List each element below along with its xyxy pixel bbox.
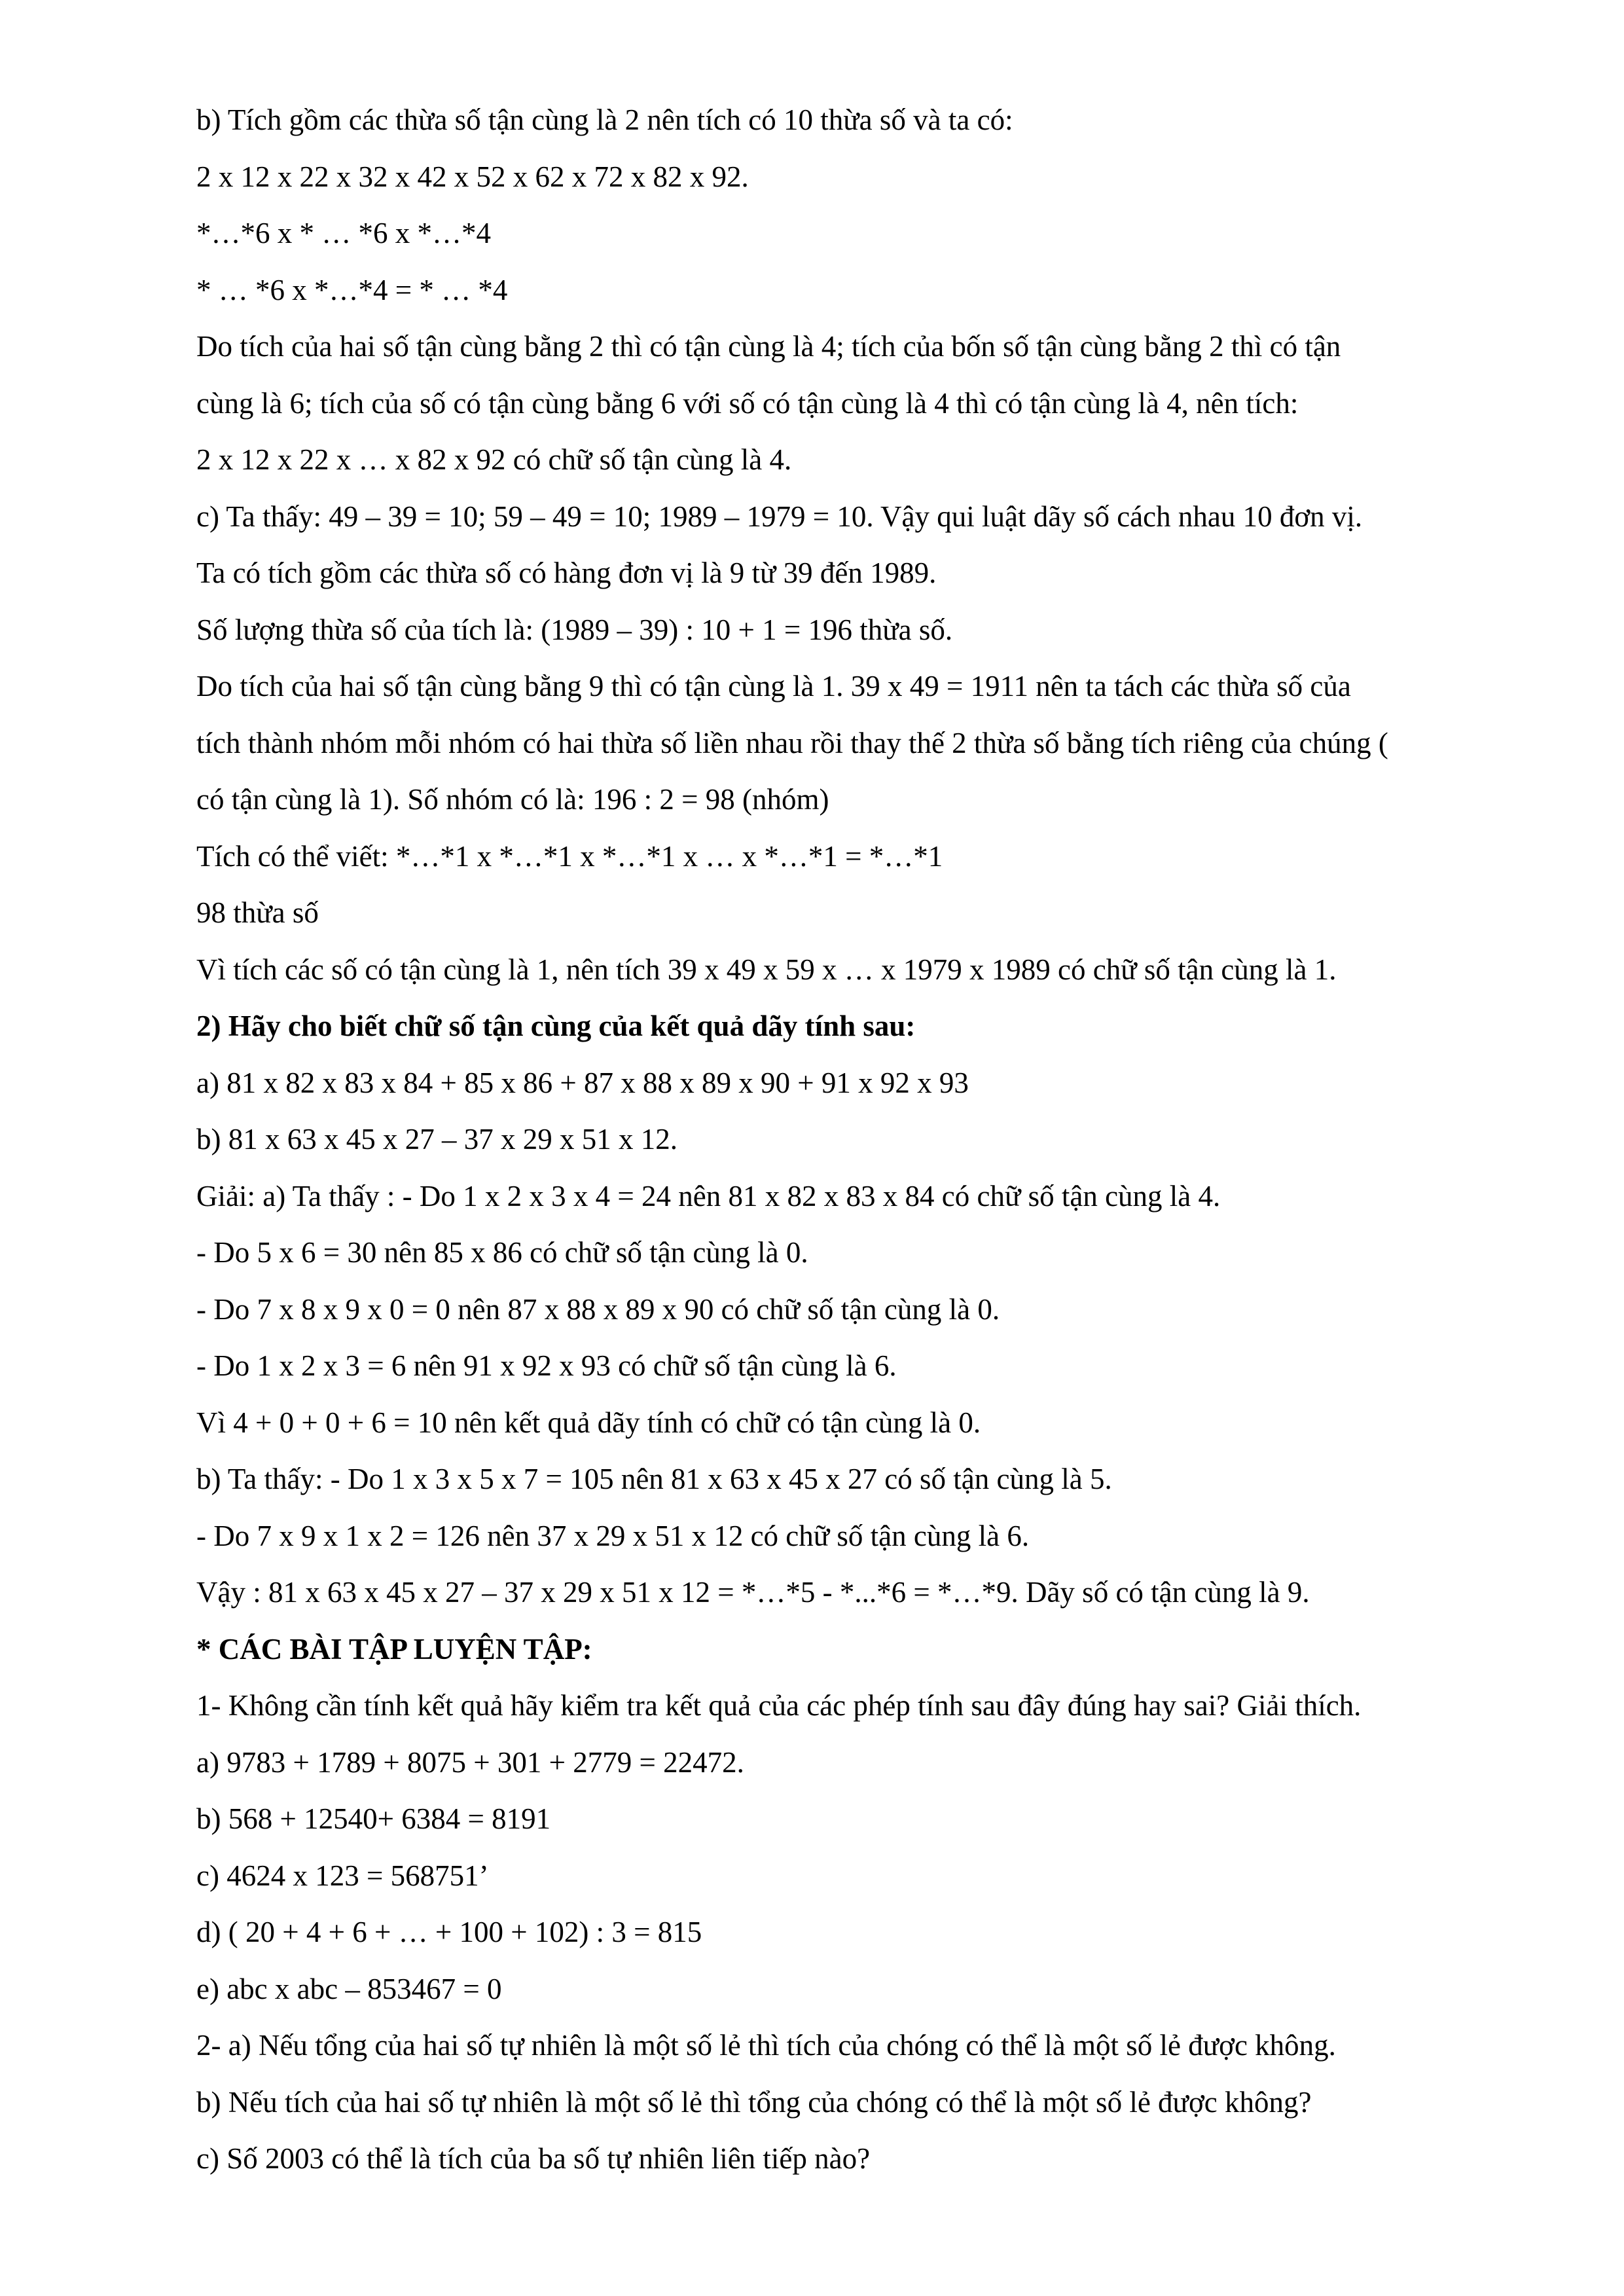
text-line: Do tích của hai số tận cùng bằng 9 thì có tận cùng là 1. 39 x 49 = 1911 nên ta tách các thừa số của xyxy=(196,670,1351,702)
text-line: 1- Không cần tính kết quả hãy kiểm tra kết quả của các phép tính sau đây đúng hay sai? Giải thích. xyxy=(196,1689,1362,1722)
text-line: e) abc x abc – 853467 = 0 xyxy=(196,1972,502,2005)
text-line: Vì tích các số có tận cùng là 1, nên tích 39 x 49 x 59 x … x 1979 x 1989 có chữ số tận cùng là 1. xyxy=(196,953,1337,986)
text-line: b) Ta thấy: - Do 1 x 3 x 5 x 7 = 105 nên 81 x 63 x 45 x 27 có số tận cùng là 5. xyxy=(196,1463,1112,1495)
text-line: c) Ta thấy: 49 – 39 = 10; 59 – 49 = 10; 1989 – 1979 = 10. Vậy qui luật dãy số cách nhau 10 đơn vị. xyxy=(196,500,1363,533)
text-line: d) ( 20 + 4 + 6 + … + 100 + 102) : 3 = 815 xyxy=(196,1916,702,1948)
text-line: c) Số 2003 có thể là tích của ba số tự nhiên liên tiếp nào? xyxy=(196,2142,871,2175)
text-line: - Do 1 x 2 x 3 = 6 nên 91 x 92 x 93 có chữ số tận cùng là 6. xyxy=(196,1349,897,1382)
text-line: b) 81 x 63 x 45 x 27 – 37 x 29 x 51 x 12. xyxy=(196,1123,677,1156)
text-line: a) 81 x 82 x 83 x 84 + 85 x 86 + 87 x 88 x 89 x 90 + 91 x 92 x 93 xyxy=(196,1066,969,1099)
document-body xyxy=(196,92,1558,2187)
section-heading: 2) Hãy cho biết chữ số tận cùng của kết quả dãy tính sau: xyxy=(196,1010,916,1042)
section-heading: * CÁC BÀI TẬP LUYỆN TẬP: xyxy=(196,1632,592,1666)
text-line: Vậy : 81 x 63 x 45 x 27 – 37 x 29 x 51 x 12 = *…*5 - *...*6 = *…*9. Dãy số có tận cùng là 9. xyxy=(196,1576,1310,1609)
text-line: Do tích của hai số tận cùng bằng 2 thì có tận cùng là 4; tích của bốn số tận cùng bằng 2 thì có tận xyxy=(196,330,1341,363)
text-line: b) 568 + 12540+ 6384 = 8191 xyxy=(196,1802,551,1835)
text-line: Ta có tích gồm các thừa số có hàng đơn vị là 9 từ 39 đến 1989. xyxy=(196,556,937,589)
text-line: - Do 7 x 9 x 1 x 2 = 126 nên 37 x 29 x 51 x 12 có chữ số tận cùng là 6. xyxy=(196,1519,1030,1552)
text-line: 2- a) Nếu tổng của hai số tự nhiên là một số lẻ thì tích của chóng có thể là một số lẻ được không. xyxy=(196,2029,1336,2062)
text-line: Giải: a) Ta thấy : - Do 1 x 2 x 3 x 4 = 24 nên 81 x 82 x 83 x 84 có chữ số tận cùng là 4. xyxy=(196,1179,1221,1212)
text-line: - Do 7 x 8 x 9 x 0 = 0 nên 87 x 88 x 89 x 90 có chữ số tận cùng là 0. xyxy=(196,1292,1000,1326)
text-line: * … *6 x *…*4 = * … *4 xyxy=(196,273,508,306)
text-line: Số lượng thừa số của tích là: (1989 – 39) : 10 + 1 = 196 thừa số. xyxy=(196,613,953,646)
text-line: Vì 4 + 0 + 0 + 6 = 10 nên kết quả dãy tính có chữ có tận cùng là 0. xyxy=(196,1406,981,1439)
text-line: 98 thừa số xyxy=(196,896,319,929)
text-line: b) Nếu tích của hai số tự nhiên là một số lẻ thì tổng của chóng có thể là một số lẻ được không? xyxy=(196,2085,1312,2119)
text-line: 2 x 12 x 22 x 32 x 42 x 52 x 62 x 72 x 82 x 92. xyxy=(196,160,749,193)
text-line: a) 9783 + 1789 + 8075 + 301 + 2779 = 22472. xyxy=(196,1745,744,1779)
text-line: có tận cùng là 1). Số nhóm có là: 196 : 2 = 98 (nhóm) xyxy=(196,783,829,816)
text-line: 2 x 12 x 22 x … x 82 x 92 có chữ số tận cùng là 4. xyxy=(196,443,792,476)
text-line: *…*6 x * … *6 x *…*4 xyxy=(196,217,491,249)
text-line: cùng là 6; tích của số có tận cùng bằng 6 với số có tận cùng là 4 thì có tận cùng là 4, nên tích: xyxy=(196,386,1299,420)
text-line: c) 4624 x 123 = 568751’ xyxy=(196,1859,489,1892)
text-line: b) Tích gồm các thừa số tận cùng là 2 nên tích có 10 thừa số và ta có: xyxy=(196,103,1013,136)
text-line: - Do 5 x 6 = 30 nên 85 x 86 có chữ số tận cùng là 0. xyxy=(196,1236,808,1269)
text-line: Tích có thể viết: *…*1 x *…*1 x *…*1 x … x *…*1 = *…*1 xyxy=(196,839,943,873)
text-line: tích thành nhóm mỗi nhóm có hai thừa số liền nhau rồi thay thế 2 thừa số bằng tích riêng của chúng ( xyxy=(196,726,1388,759)
